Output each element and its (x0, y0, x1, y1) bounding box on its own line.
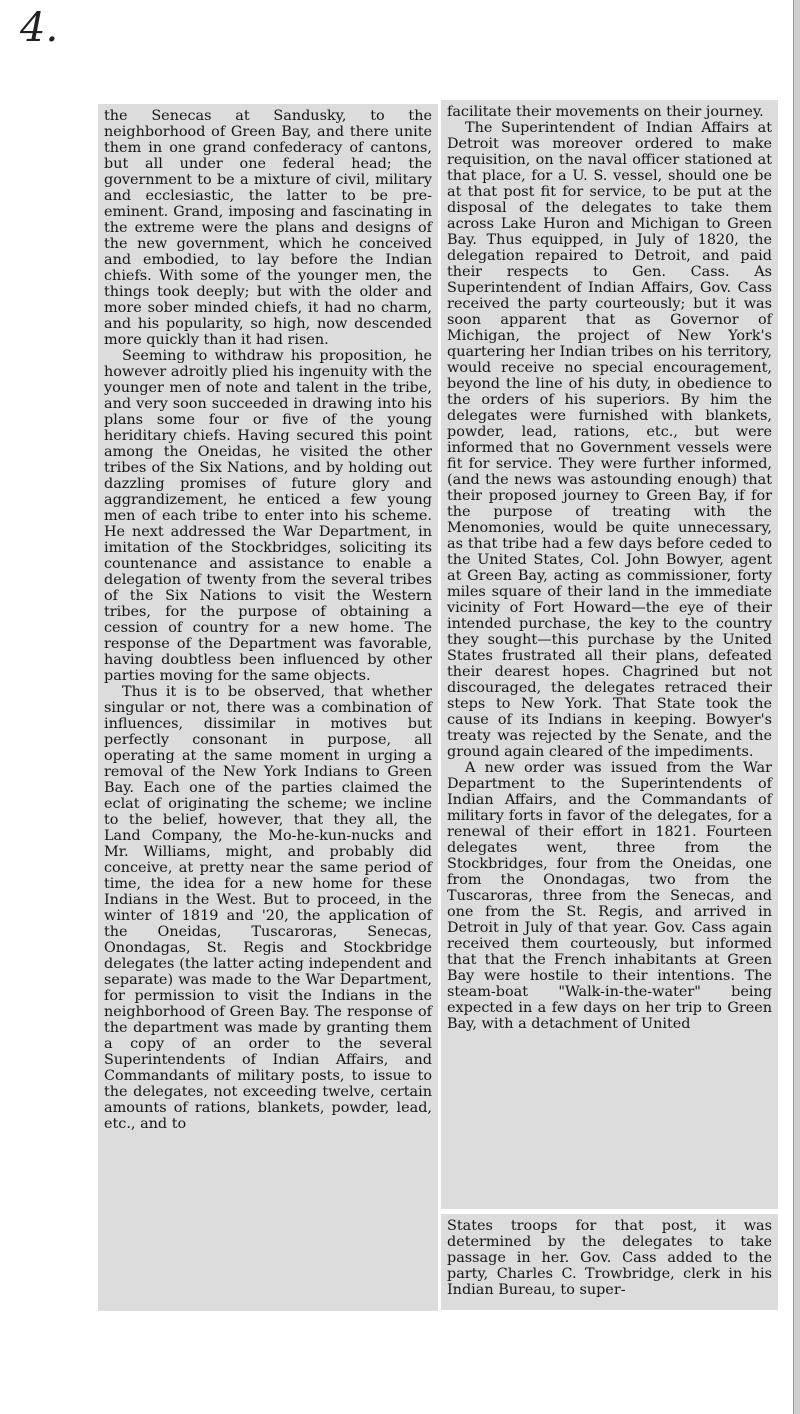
page-edge (793, 0, 800, 1414)
column-gutter (438, 100, 441, 1312)
paragraph: Seeming to withdraw his proposition, he however adroitly plied his ingenuity with the younger men of note and talent in the tribe, and very soon succeeded in drawing into his plans some four or five of the young heriditary chiefs. Having secured this point among the Oneidas, he visited the other tribes of the Six Nations, and by holding out dazzling promises of future glory and aggrandizement, he enticed a few young men of each tribe to enter into his scheme. He next addressed the War Department, in imitation of the Stockbridges, soliciting its countenance and assistance to enable a delegation of twenty from the several tribes of the Six Nations to visit the Western tribes, for the purpose of obtaining a cession of country for a new home. The response of the Department was favorable, having doubtless been influenced by other parties moving for the same objects. (104, 348, 432, 684)
right-column-text (447, 104, 772, 1032)
paragraph: States troops for that post, it was determined by the delegates to take passage in her. Gov. Cass added to the party, Charles C. Trowbridge, clerk in his Indian Bureau, to super- (447, 1218, 772, 1298)
left-column-text (104, 108, 432, 1132)
clipping-cut-line (441, 1209, 778, 1214)
right-column-continuation-text (447, 1218, 772, 1298)
page-number: 4. (20, 5, 59, 51)
paragraph: the Senecas at Sandusky, to the neighborhood of Green Bay, and there unite them in one grand confederacy of cantons, but all under one federal head; the government to be a mixture of civil, military and ecclesiastic, the latter to be pre-eminent. Grand, imposing and fascinating in the extreme were the plans and designs of the new government, which he conceived and embodied, to lay before the Indian chiefs. With some of the younger men, the things took deeply; but with the older and more sober minded chiefs, it had no charm, and his popularity, so high, now descended more quickly than it had risen. (104, 108, 432, 348)
paragraph: The Superintendent of Indian Affairs at Detroit was moreover ordered to make requisition, on the naval officer stationed at that place, for a U. S. vessel, should one be at that post fit for service, to be put at the disposal of the delegates to take them across Lake Huron and Michigan to Green Bay. Thus equipped, in July of 1820, the delegation repaired to Detroit, and paid their respects to Gen. Cass. As Superintendent of Indian Affairs, Gov. Cass received the party courteously; but it was soon apparent that as Governor of Michigan, the project of New York's quartering her Indian tribes on his territory, would receive no special encouragement, beyond the line of his duty, in obedience to the orders of his superiors. By him the delegates were furnished with blankets, powder, lead, rations, etc., but were informed that no Government vessels were fit for service. They were further informed, (and the news was astounding enough) that their proposed journey to Green Bay, if for the purpose of treating with the Menomonies, would be quite unnecessary, as that tribe had a few days before ceded to the United States, Col. John Bowyer, agent at Green Bay, acting as commissioner, forty miles square of their land in the immediate vicinity of Fort Howard—the eye of their intended purchase, the key to the country they sought—this purchase by the United States frustrated all their plans, defeated their dearest hopes. Chagrined but not discouraged, the delegates retraced their steps to New York. That State took the cause of its Indians in keeping. Bowyer's treaty was rejected by the Senate, and the ground again cleared of the impediments. (447, 120, 772, 760)
paragraph: facilitate their movements on their journey. (447, 104, 764, 120)
paragraph: Thus it is to be observed, that whether singular or not, there was a combination of influences, dissimilar in motives but perfectly consonant in purpose, all operating at the same moment in urging a removal of the New York Indians to Green Bay. Each one of the parties claimed the eclat of originating the scheme; we incline to the belief, however, that they all, the Land Company, the Mo-he-kun-nucks and Mr. Williams, might, and probably did conceive, at pretty near the same period of time, the idea for a new home for these Indians in the West. But to proceed, in the winter of 1819 and '20, the application of the Oneidas, Tuscaroras, Senecas, Onondagas, St. Regis and Stockbridge delegates (the latter acting independent and separate) was made to the War Department, for permission to visit the Indians in the neighborhood of Green Bay. The response of the department was made by granting them a copy of an order to the several Superintendents of Indian Affairs, and Commandants of military posts, to issue to the delegates, not exceeding twelve, certain amounts of rations, blankets, powder, lead, etc., and to (104, 684, 432, 1132)
paragraph: A new order was issued from the War Department to the Superintendents of Indian Affairs, and the Commandants of military forts in favor of the delegates, for a renewal of their effort in 1821. Fourteen delegates went, three from the Stockbridges, four from the Oneidas, one from the Onondagas, two from the Tuscaroras, three from the Senecas, and one from the St. Regis, and arrived in Detroit in July of that year. Gov. Cass again received them courteously, but informed that that the French inhabitants at Green Bay were hostile to their intentions. The steam-boat "Walk-in-the-water" being expected in a few days on her trip to Green Bay, with a detachment of United (447, 760, 772, 1032)
